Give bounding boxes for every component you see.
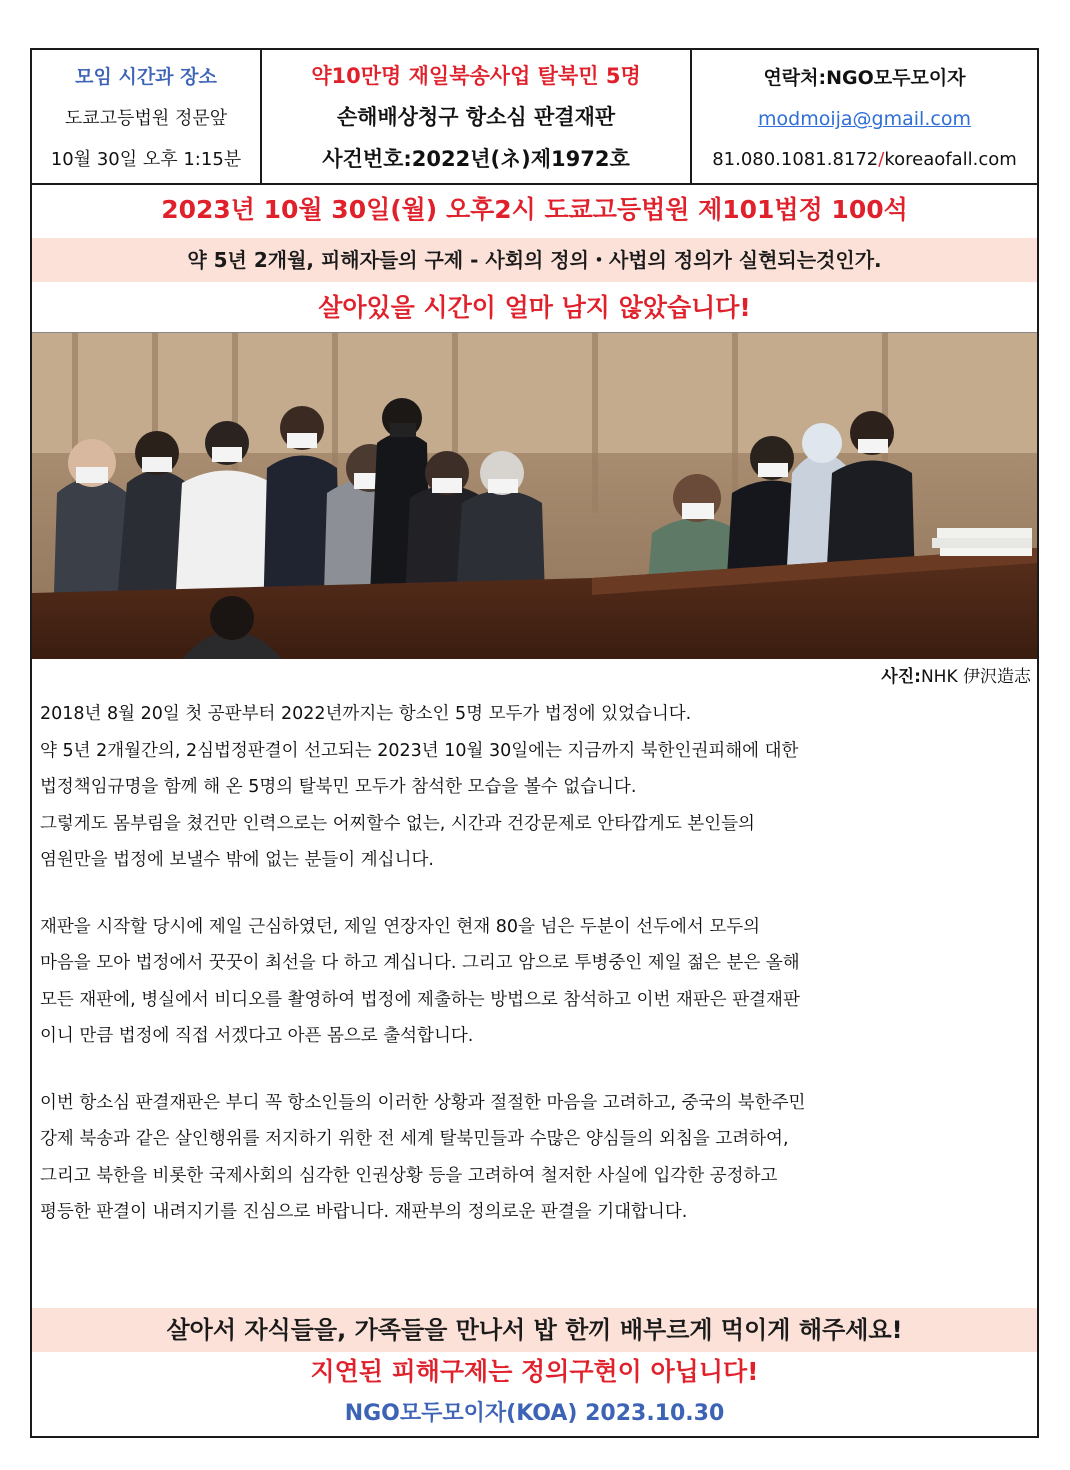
- contact-slash: /: [878, 148, 885, 170]
- hearing-date-line: 2023년 10월 30일(월) 오후2시 도쿄고등법원 제101법정 100석: [161, 195, 908, 224]
- meeting-info-cell: [32, 50, 262, 183]
- signature-line: NGO모두모이자(KOA) 2023.10.30: [344, 1401, 725, 1426]
- body-paragraph-2: 재판을 시작할 당시에 제일 근심하였던, 제일 연장자인 현재 80을 넘은 두분이 선두에서 모두의 마음을 모아 법정에서 꿋꿋이 최선을 다 하고 계십니다. 그리고 암으로 투병중인 제일 젊은 분은 올해 모든 재판에, 병실에서 비디오를 촬영하여 법정에 제출하는 방법으로 참석하고 이번 재판은 판결재판 이니 만큼 법정에 직접 서겠다고 아픈 몸으로 출석합니다.: [40, 916, 800, 1046]
- photo-caption-label: 사진:: [881, 667, 921, 687]
- contact-phone: 81.080.1081.8172: [712, 148, 879, 170]
- appeal-band: 살아서 자식들을, 가족들을 만나서 밥 한끼 배부르게 먹이게 해주세요!: [32, 1308, 1037, 1352]
- body-text: [40, 696, 1030, 1231]
- contact-label: 연락처:NGO모두모이자: [763, 67, 966, 90]
- photo-caption: [881, 662, 1031, 687]
- meeting-time: 10월 30일 오후 1:15분: [50, 149, 242, 171]
- photo-caption-credit: NHK 伊沢造志: [920, 667, 1031, 687]
- contact-email-link[interactable]: modmoija@gmail.com: [758, 108, 971, 131]
- question-band: 약 5년 2개월, 피해자들의 구제 - 사회의 정의・사법의 정의가 실현되는것인가.: [32, 238, 1037, 282]
- document-stack: [932, 528, 1032, 556]
- body-paragraph-1: 2018년 8월 20일 첫 공판부터 2022년까지는 항소인 5명 모두가 법정에 있었습니다. 약 5년 2개월간의, 2심법정판결이 선고되는 2023년 10월 30일에는 지금까지 북한인권피해에 대한 법정책임규명을 함께 해 온 5명의 탈북민 모두가 참석한 모습을 볼수 없습니다. 그렇게도 몸부림을 쳤건만 인력으로는 어찌할수 없는, 시간과 건강문제로 안타깝게도 본인들의 염원만을 법정에 보낼수 밖에 없는 분들이 계십니다.: [40, 704, 799, 870]
- header-table: [32, 50, 1037, 185]
- body-paragraph-3: 이번 항소심 판결재판은 부디 꼭 항소인들의 이러한 상황과 절절한 마음을 고려하고, 중국의 북한주민 강제 북송과 같은 살인행위를 저지하기 위한 전 세계 탈북민들과 수많은 양심들의 외침을 고려하여, 그리고 북한을 비롯한 국제사회의 심각한 인권상황 등을 고려하여 철저한 사실에 입각한 공정하고 평등한 판결이 내려지기를 진심으로 바랍니다. 재판부의 정의로운 판결을 기대합니다.: [40, 1092, 806, 1222]
- meeting-place: 도쿄고등법원 정문앞: [64, 107, 228, 129]
- case-headline: 약10만명 재일북송사업 탈북민 5명: [311, 63, 641, 88]
- meeting-info-title: 모임 시간과 장소: [75, 65, 217, 88]
- contact-website: koreaofall.com: [884, 148, 1017, 170]
- case-subtitle: 손해배상청구 항소심 판결재판: [336, 105, 616, 130]
- urgent-line: 살아있을 시간이 얼마 남지 않았습니다!: [318, 293, 751, 322]
- contact-phone-web: [712, 149, 1017, 170]
- case-number: 사건번호:2022년(ネ)제1972호: [322, 147, 630, 172]
- closing-statement: 지연된 피해구제는 정의구현이 아닙니다!: [310, 1357, 759, 1386]
- courtroom-photo: [32, 332, 1037, 659]
- case-info-cell: [262, 50, 692, 183]
- contact-cell: [692, 50, 1037, 183]
- flyer-frame: [30, 48, 1039, 1438]
